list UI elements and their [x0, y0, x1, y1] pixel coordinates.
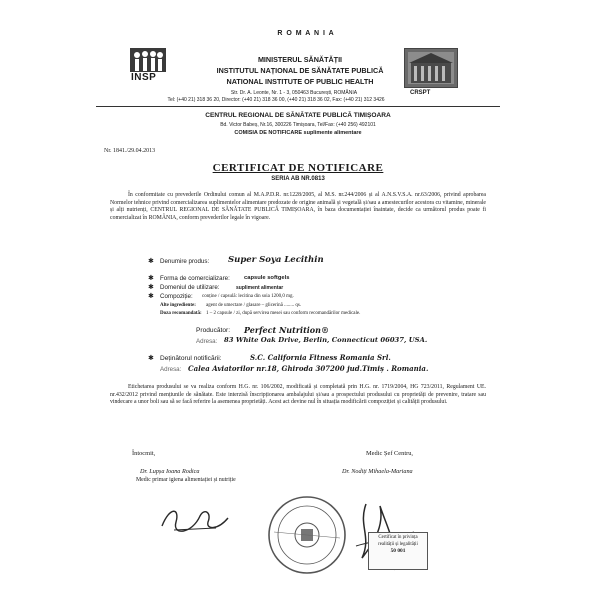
- certificate-title: CERTIFICAT DE NOTIFICARE: [212, 162, 384, 174]
- regional-center-name: CENTRUL REGIONAL DE SĂNĂTATE PUBLICĂ TIMIȘOARA: [205, 112, 391, 119]
- regional-center-address: Bd. Victor Babeș, Nr.16, 300226 Timișoara, Tel/Fax: (+40 256) 492101: [220, 122, 376, 128]
- bullet-icon: ✱: [148, 354, 154, 362]
- legality-stamp-line-1: Certificat în privința: [378, 535, 418, 540]
- bullet-icon: ✱: [148, 257, 154, 265]
- institute-name-ro: INSTITUTUL NAȚIONAL DE SĂNĂTATE PUBLICĂ: [216, 66, 384, 75]
- usage-domain-value: supliment alimentar: [236, 285, 284, 291]
- registration-number: Nr. 1841./29.04.2013: [104, 148, 156, 154]
- commercial-form-label: Forma de comercializare:: [160, 275, 230, 282]
- closing-paragraph-text: Etichetarea produsului se va realiza conform H.G. nr. 106/2002, modificată și completată prin H.G. nr. 1719/2004, HG 723/2011, Regulament UE. nr.432/2012 privind mențiunile de sănătate. Este interzisă înscripționarea ambalajului și/sau a prospectului produsului cu proprietăți de prevenire, tratare sau vindecare a unor boli sau să se facă referire la asemenea proprietăți. Acest act devine nul în situația modificării compoziției și calității produsului.: [110, 384, 486, 406]
- producer-address-label: Adresa:: [196, 338, 218, 345]
- other-ingredients-label: Alte ingrediente:: [160, 303, 196, 308]
- institute-phones: Tel: (+40 21) 318 36 20, Director: (+40 21) 318 36 00, (+40 21) 318 36 02, Fax: (+40 21) 312 3426: [167, 97, 385, 103]
- product-name-value: Super Soya Lecithin: [228, 255, 324, 265]
- notification-holder-value: S.C. California Fitness Romania Srl.: [250, 353, 391, 362]
- composition-value: conține / capsulă: lecitina din soia 1200,0 mg.: [202, 294, 294, 299]
- bullet-icon: ✱: [148, 283, 154, 291]
- producer-label: Producător:: [196, 327, 231, 334]
- usage-domain-label: Domeniul de utilizare:: [160, 284, 220, 291]
- header-divider: [96, 106, 500, 107]
- institute-name-en: NATIONAL INSTITUTE OF PUBLIC HEALTH: [226, 77, 374, 86]
- intro-paragraph-text: În conformitate cu prevederile Ordinului comun al M.A.P.D.R. nr.1228/2005, al M.S. nr.244/2006 și al A.N.S.V.S.A. nr.63/2006, privind aprobarea Normelor tehnice privind comercializarea suplimentelor alimentare predozate de origine animală și vegetală și/sau a amestecurilor acestora cu vitamine, minerale și alți nutrienți, CENTRUL REGIONAL DE SĂNĂTATE PUBLICĂ TIMIȘOARA, în baza documentației înaintate, decide ca următorul produs poate fi comercializat în ROMÂNIA, conform prevederilor legale în vigoare.: [110, 192, 486, 221]
- holder-address-label: Adresa:: [160, 366, 182, 373]
- notification-commission: COMISIA DE NOTIFICARE suplimente alimentare: [234, 130, 362, 136]
- institute-address: Str. Dr. A. Leonte, Nr. 1 - 3, 050463 București, ROMÂNIA: [230, 90, 358, 96]
- intro-paragraph: [110, 192, 486, 222]
- holder-address-value: Calea Aviatorilor nr.18, Ghiroda 307200 jud.Timiș . Romania.: [188, 364, 429, 373]
- chief-physician-heading: Medic Șef Centru,: [366, 450, 414, 457]
- producer-value: Perfect Nutrition®: [244, 325, 329, 335]
- logo-text: INSP: [131, 72, 157, 83]
- recommended-dose-value: 1 – 2 capsule / zi, după servirea mesei sau conform recomandărilor medicale.: [206, 311, 361, 316]
- certificate-page: [96, 22, 500, 582]
- ministry-name: MINISTERUL SĂNĂTĂȚII: [257, 55, 343, 64]
- chief-physician-name: Dr. Nodiți Mihaela-Mariana: [342, 468, 413, 475]
- prepared-by-heading: Întocmit,: [132, 450, 156, 457]
- notification-holder-label: Deținătorul notificării:: [160, 355, 222, 362]
- crspt-label: CRSPT: [410, 90, 431, 96]
- composition-label: Compoziție:: [160, 293, 193, 300]
- prepared-by-role: Medic primar igiena alimentației și nutriție: [136, 477, 236, 483]
- recommended-dose-label: Doza recomandată:: [160, 311, 202, 316]
- bullet-icon: ✱: [148, 274, 154, 282]
- other-ingredients-value: agent de umectare / glasare – glicerină ........ qs.: [206, 303, 302, 308]
- producer-address-value: 83 White Oak Drive, Berlin, Connecticut 06037, USA.: [224, 336, 428, 344]
- header-country: R O M A N I A: [277, 30, 335, 37]
- legality-stamp-box: [368, 532, 428, 570]
- bullet-icon: ✱: [148, 292, 154, 300]
- closing-paragraph: [110, 384, 486, 407]
- legality-stamp-number: 50 001: [390, 548, 406, 554]
- legality-stamp-line-2: realității și legalității: [378, 541, 418, 547]
- product-name-label: Denumire produs:: [160, 258, 210, 265]
- left-signature: [156, 500, 236, 544]
- commercial-form-value: capsule softgels: [244, 275, 290, 281]
- building-seal-image: [404, 48, 458, 88]
- prepared-by-name: Dr. Lupșa Ioana Rodica: [140, 468, 200, 475]
- certificate-series: SERIA AB NR.0813: [271, 176, 325, 182]
